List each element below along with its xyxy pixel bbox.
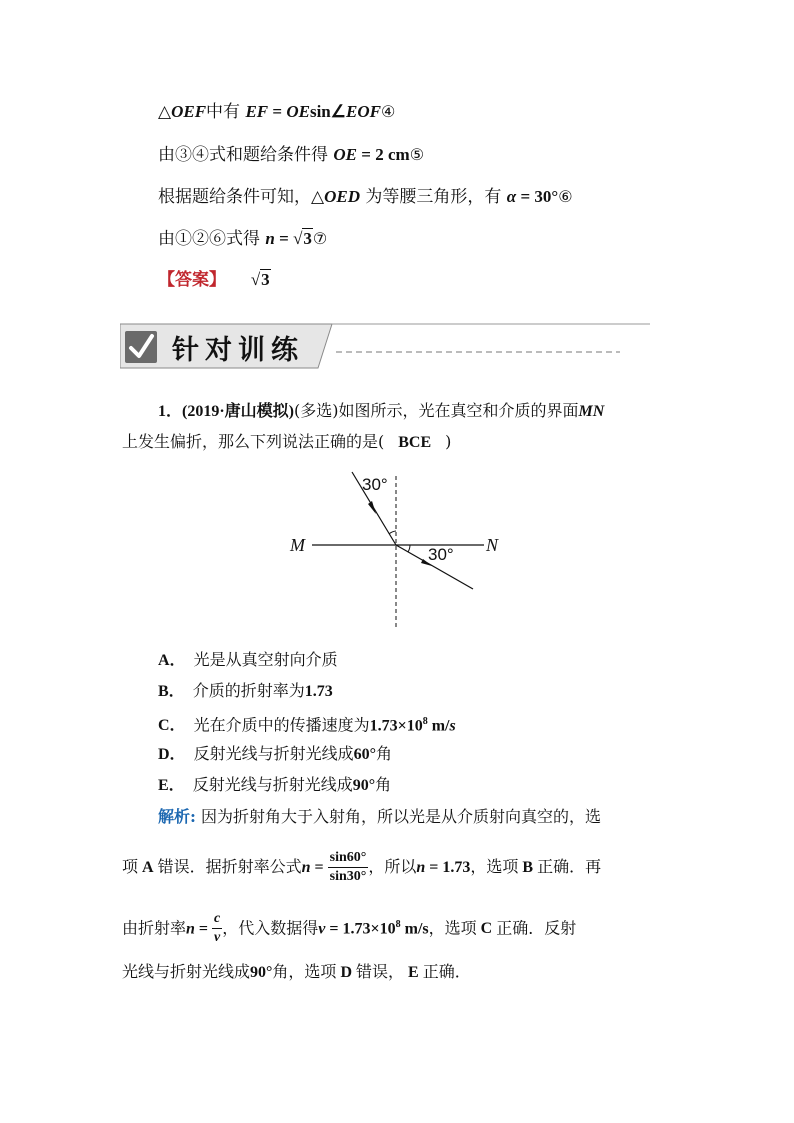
- derivation-line-2: 由③④式和题给条件得 OE = 2 cm⑤: [158, 145, 425, 165]
- equation-number: ④: [380, 102, 396, 121]
- solution-line-3: 由折射率n = $\frac{c}{v}$ ，代入数据得$v = 1.73\times 10^8$ m/s，选项 C 正确．反射: [122, 911, 577, 946]
- question-source: (2019·唐山模拟): [182, 403, 295, 420]
- answer-line: [158, 268, 271, 292]
- option-b: B． 介质的折射率为1.73: [158, 681, 333, 700]
- option-c: C． 光在介质中的传播速度为$1.73\times 10^8$ m/s: [158, 715, 456, 735]
- equation-number: ⑤: [409, 145, 425, 164]
- solution-tag: 解析:: [158, 807, 196, 826]
- option-e: E． 反射光线与折射光线成90°角: [158, 775, 392, 794]
- derivation-line-1: △OEF中有 EF = OEsin∠EOF④: [158, 102, 396, 122]
- equation-number: ⑦: [312, 229, 328, 248]
- incident-arrow-icon: [368, 501, 376, 514]
- fraction-sin: $\frac{\sin 60^\circ}{\sin 30^\circ}$: [329, 850, 367, 884]
- angle-arc-bottom: [408, 545, 410, 552]
- answer-value: √3: [250, 270, 270, 289]
- question-answer: BCE: [398, 434, 432, 451]
- angle-label-top: 30°: [362, 475, 388, 494]
- option-d: D． 反射光线与折射光线成60°角: [158, 744, 392, 763]
- equation-number: ⑥: [558, 187, 573, 206]
- question-stem: 1．(2019·唐山模拟)(多选)如图所示，光在真空和介质的界面MN 上发生偏折，那么下列说法正确的是( BCE ): [122, 401, 605, 451]
- option-a: A． 光是从真空射向介质: [158, 650, 338, 669]
- answer-label: 【答案】: [158, 270, 226, 290]
- solution-line-1: 解析: 因为折射角大于入射角，所以光是从介质射向真空的，选: [158, 807, 602, 826]
- triangle-symbol: △: [158, 102, 172, 122]
- fraction-c-v: $\frac{c}{v}$: [214, 911, 221, 946]
- refraction-diagram: [286, 468, 526, 634]
- solution-line-2: 项 A 错误．据折射率公式n = $\frac{\sin 60^\circ}{\sin 30^\circ}$ ，所以n = 1.73，选项 B 正确．再: [122, 850, 602, 884]
- label-m: M: [290, 535, 305, 555]
- solution-line-4: 光线与折射光线成90°角，选项 D 错误， E 正确．: [122, 962, 471, 981]
- angle-label-bottom: 30°: [428, 545, 454, 564]
- section-banner: [120, 322, 650, 370]
- derivation-line-4: 由①②⑥式得 n = √3⑦: [158, 229, 328, 249]
- derivation-line-3: 根据题给条件可知，△OED 为等腰三角形，有 α = 30°⑥: [158, 187, 573, 207]
- triangle-name: OEF: [171, 102, 207, 121]
- banner-title: 针对训练: [172, 335, 304, 366]
- sqrt-expression: √3: [293, 229, 312, 248]
- angle-arc-top: [389, 531, 396, 534]
- label-n: N: [486, 535, 499, 555]
